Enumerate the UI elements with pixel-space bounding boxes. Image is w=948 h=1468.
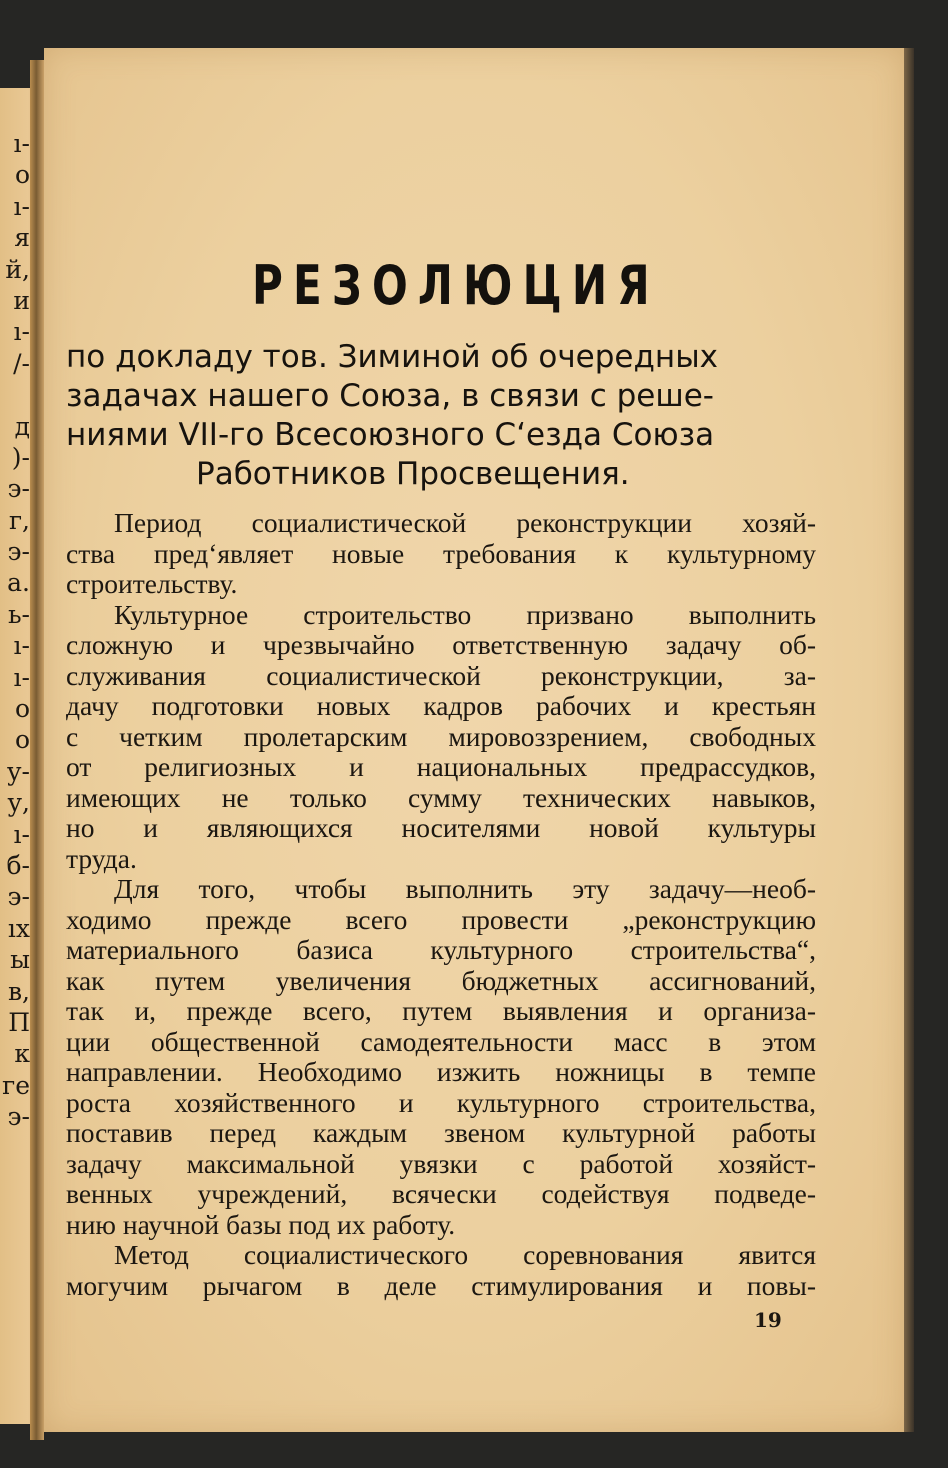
fragment-line: а. [7,568,30,598]
book-gutter [30,60,44,1440]
fragment-line: о [14,725,30,755]
body-line: Период социалистической реконструкции хозяй- [114,507,816,538]
fragment-line: ь- [7,599,30,629]
page-number: 19 [754,1308,782,1332]
fragment-line: /- [13,348,30,378]
subtitle-line: Работников Просвещения. [196,456,630,492]
document-subtitle [66,338,816,494]
body-line: служивания социалистической реконструкции, за- [66,659,816,691]
fragment-line: э- [7,474,30,504]
fragment-line: в, [7,976,30,1006]
fragment-line: ıх [7,913,30,943]
body-text [66,508,816,1301]
fragment-line: д [14,411,30,441]
fragment-line: я [14,223,30,253]
body-line: могучим рычагом в деле стимулирования и повы- [66,1269,816,1301]
body-line: Для того, чтобы выполнить эту задачу—необ- [114,873,816,904]
body-line: имеющих не только сумму технических навыков, [66,781,816,813]
fragment-line: ı- [13,129,30,158]
fragment-line: ı- [13,819,30,849]
body-line: как путем увеличения бюджетных ассигнований, [66,964,816,996]
body-line: направлении. Необходимо изжить ножницы в темпе [66,1056,816,1087]
fragment-line [0,379,30,410]
subtitle-line: задачах нашего Союза, в связи с реше- [66,378,714,414]
body-line: от религиозных и национальных предрассудков, [66,751,816,782]
fragment-line: о [14,160,30,190]
subtitle-line: ниями VII-го Всесоюзного С‘езда Союза [66,417,715,453]
fragment-line: к [14,1039,30,1069]
body-line: строительству. [66,568,238,599]
fragment-line: ı- [13,191,30,221]
fragment-line: у, [7,788,30,818]
fragment-line: э- [7,1102,30,1132]
fragment-line: о [14,694,30,724]
subtitle-line: по докладу тов. Зиминой об очередных [66,339,719,375]
body-line: ции общественной самодеятельности масс в этом [66,1025,816,1057]
body-line: венных учреждений, всячески содействуя подведе- [66,1178,816,1209]
body-line: с четким пролетарским мировоззрением, свободных [66,720,816,752]
fragment-line: П [8,1007,30,1037]
fragment-line: э- [7,537,30,567]
body-line: ства пред‘являет новые требования к культурному [66,537,816,569]
fragment-line: )- [11,442,30,472]
page-edge-shadow [904,48,914,1432]
fragment-line: э- [7,882,30,912]
body-line: ходимо прежде всего провести „реконструкцию [66,903,816,935]
fragment-line: ге [2,1070,30,1100]
fragment-line: ı- [13,317,30,347]
document-title: РЕЗОЛЮЦИЯ [252,254,660,317]
previous-page-text-fragments [0,128,30,1133]
fragment-line: г, [8,505,30,535]
fragment-line: ı- [13,662,30,692]
body-line: нию научной базы под их работу. [66,1208,456,1240]
fragment-line: б- [6,850,30,880]
body-line: дачу подготовки новых кадров рабочих и крестьян [66,690,816,721]
body-line: так и, прежде всего, путем выявления и организа- [66,995,816,1026]
fragment-line: ы [10,945,30,975]
body-line: Метод социалистического соревнования явится [114,1239,816,1270]
fragment-line: й, [5,254,30,284]
body-line: Культурное строительство призвано выполнить [114,598,816,630]
body-line: но и являющихся носителями новой культуры [66,812,816,843]
fragment-line: у- [6,756,30,786]
fragment-line: и [13,285,30,315]
body-line: роста хозяйственного и культурного строительства, [66,1086,816,1118]
body-line: сложную и чрезвычайно ответственную задачу об- [66,629,816,660]
body-line: поставив перед каждым звеном культурной работы [66,1117,816,1148]
body-line: материального базиса культурного строительства“, [66,934,816,965]
body-line: труда. [66,842,137,874]
body-line: задачу максимальной увязки с работой хозяйст- [66,1147,816,1179]
fragment-line: ı- [13,631,30,661]
